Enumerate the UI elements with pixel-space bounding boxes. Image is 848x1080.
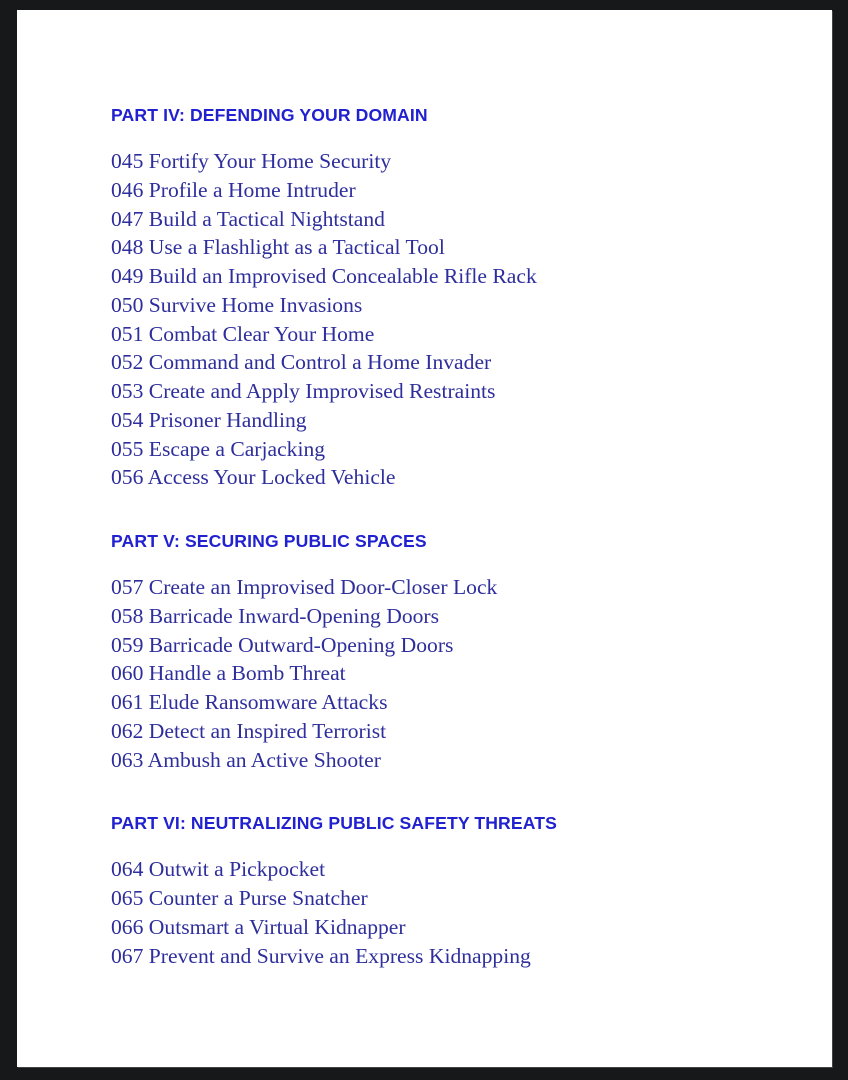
toc-entry-number: 045 bbox=[111, 149, 144, 173]
toc-entry-list bbox=[111, 147, 812, 492]
toc-entry[interactable] bbox=[111, 746, 812, 775]
toc-entry-number: 050 bbox=[111, 292, 144, 317]
toc-entry[interactable] bbox=[111, 573, 812, 602]
toc-entry-title: Detect an Inspired Terrorist bbox=[148, 718, 387, 743]
part-section bbox=[111, 104, 812, 492]
toc-entry-title: Build an Improvised Concealable Rifle Rack bbox=[148, 264, 537, 288]
toc-entry[interactable] bbox=[111, 631, 812, 660]
toc-entry-number: 058 bbox=[111, 603, 144, 628]
toc-entry-number: 060 bbox=[111, 661, 144, 686]
toc-entry-title: Outwit a Pickpocket bbox=[148, 857, 326, 882]
toc-entry-title: Profile a Home Intruder bbox=[148, 177, 356, 202]
toc-entry-number: 066 bbox=[111, 914, 144, 939]
toc-entry-title: Create an Improvised Door-Closer Lock bbox=[148, 575, 498, 599]
toc-entry-title: Counter a Purse Snatcher bbox=[148, 886, 368, 910]
part-heading: PART IV: DEFENDING YOUR DOMAIN bbox=[111, 105, 428, 125]
part-section bbox=[111, 812, 812, 970]
toc-entry[interactable] bbox=[111, 233, 812, 262]
toc-entry-number: 063 bbox=[111, 747, 144, 772]
toc-entry[interactable] bbox=[111, 147, 812, 176]
page-sheet bbox=[17, 10, 832, 1067]
toc-entry[interactable] bbox=[111, 602, 812, 631]
toc-entry[interactable] bbox=[111, 659, 812, 688]
toc-entry-title: Create and Apply Improvised Restraints bbox=[148, 379, 496, 403]
toc-entry[interactable] bbox=[111, 377, 812, 406]
toc-entry-list bbox=[111, 573, 812, 774]
toc-entry-title: Ambush an Active Shooter bbox=[147, 747, 381, 772]
toc-entry-number: 052 bbox=[111, 350, 144, 375]
toc-entry-number: 061 bbox=[111, 690, 144, 714]
toc-entry[interactable] bbox=[111, 463, 812, 492]
toc-entry-number: 047 bbox=[111, 206, 144, 231]
toc-entry-title: Command and Control a Home Invader bbox=[148, 350, 492, 375]
toc-entry[interactable] bbox=[111, 942, 812, 971]
toc-entry-title: Use a Flashlight as a Tactical Tool bbox=[148, 235, 445, 260]
toc-entry-title: Build a Tactical Nightstand bbox=[148, 206, 385, 231]
toc-entry-number: 059 bbox=[111, 632, 144, 657]
part-section bbox=[111, 530, 812, 774]
toc-entry-title: Prisoner Handling bbox=[148, 407, 307, 432]
toc-entry-title: Elude Ransomware Attacks bbox=[148, 690, 388, 714]
toc-entry-title: Access Your Locked Vehicle bbox=[147, 465, 396, 490]
toc-entry[interactable] bbox=[111, 884, 812, 913]
toc-entry[interactable] bbox=[111, 291, 812, 320]
toc-entry-number: 051 bbox=[111, 321, 144, 346]
toc-entry-number: 067 bbox=[111, 943, 144, 968]
toc-entry-number: 048 bbox=[111, 235, 144, 260]
toc-entry-number: 057 bbox=[111, 575, 144, 599]
toc-entry-number: 055 bbox=[111, 436, 144, 461]
toc-entry-list bbox=[111, 855, 812, 970]
toc-entry-title: Survive Home Invasions bbox=[148, 292, 363, 317]
toc-entry[interactable] bbox=[111, 717, 812, 746]
toc-entry[interactable] bbox=[111, 176, 812, 205]
toc-entry-number: 049 bbox=[111, 264, 144, 288]
toc-entry[interactable] bbox=[111, 688, 812, 717]
toc-entry[interactable] bbox=[111, 205, 812, 234]
toc-entry[interactable] bbox=[111, 855, 812, 884]
toc-entry-number: 065 bbox=[111, 886, 144, 910]
toc-entry-title: Outsmart a Virtual Kidnapper bbox=[148, 914, 406, 939]
toc-entry-number: 062 bbox=[111, 718, 144, 743]
toc-entry-title: Escape a Carjacking bbox=[148, 436, 326, 461]
toc-entry[interactable] bbox=[111, 348, 812, 377]
toc-entry-title: Barricade Outward-Opening Doors bbox=[148, 632, 454, 657]
part-heading: PART V: SECURING PUBLIC SPACES bbox=[111, 531, 427, 551]
toc-entry-number: 056 bbox=[111, 465, 144, 490]
toc-entry[interactable] bbox=[111, 320, 812, 349]
toc-entry-title: Combat Clear Your Home bbox=[148, 321, 375, 346]
toc-entry-number: 054 bbox=[111, 407, 144, 432]
toc-entry[interactable] bbox=[111, 262, 812, 291]
toc-entry-number: 046 bbox=[111, 177, 144, 202]
part-heading: PART VI: NEUTRALIZING PUBLIC SAFETY THREATS bbox=[111, 813, 557, 834]
toc-entry[interactable] bbox=[111, 913, 812, 942]
toc-entry-title: Handle a Bomb Threat bbox=[148, 661, 346, 686]
toc-entry-number: 053 bbox=[111, 379, 144, 403]
toc-entry-number: 064 bbox=[111, 857, 144, 882]
toc-entry-title: Fortify Your Home Security bbox=[148, 149, 392, 173]
toc-entry[interactable] bbox=[111, 406, 812, 435]
toc-entry-title: Prevent and Survive an Express Kidnapping bbox=[148, 943, 531, 968]
table-of-contents bbox=[111, 104, 812, 970]
toc-entry[interactable] bbox=[111, 435, 812, 464]
toc-entry-title: Barricade Inward-Opening Doors bbox=[148, 603, 440, 628]
